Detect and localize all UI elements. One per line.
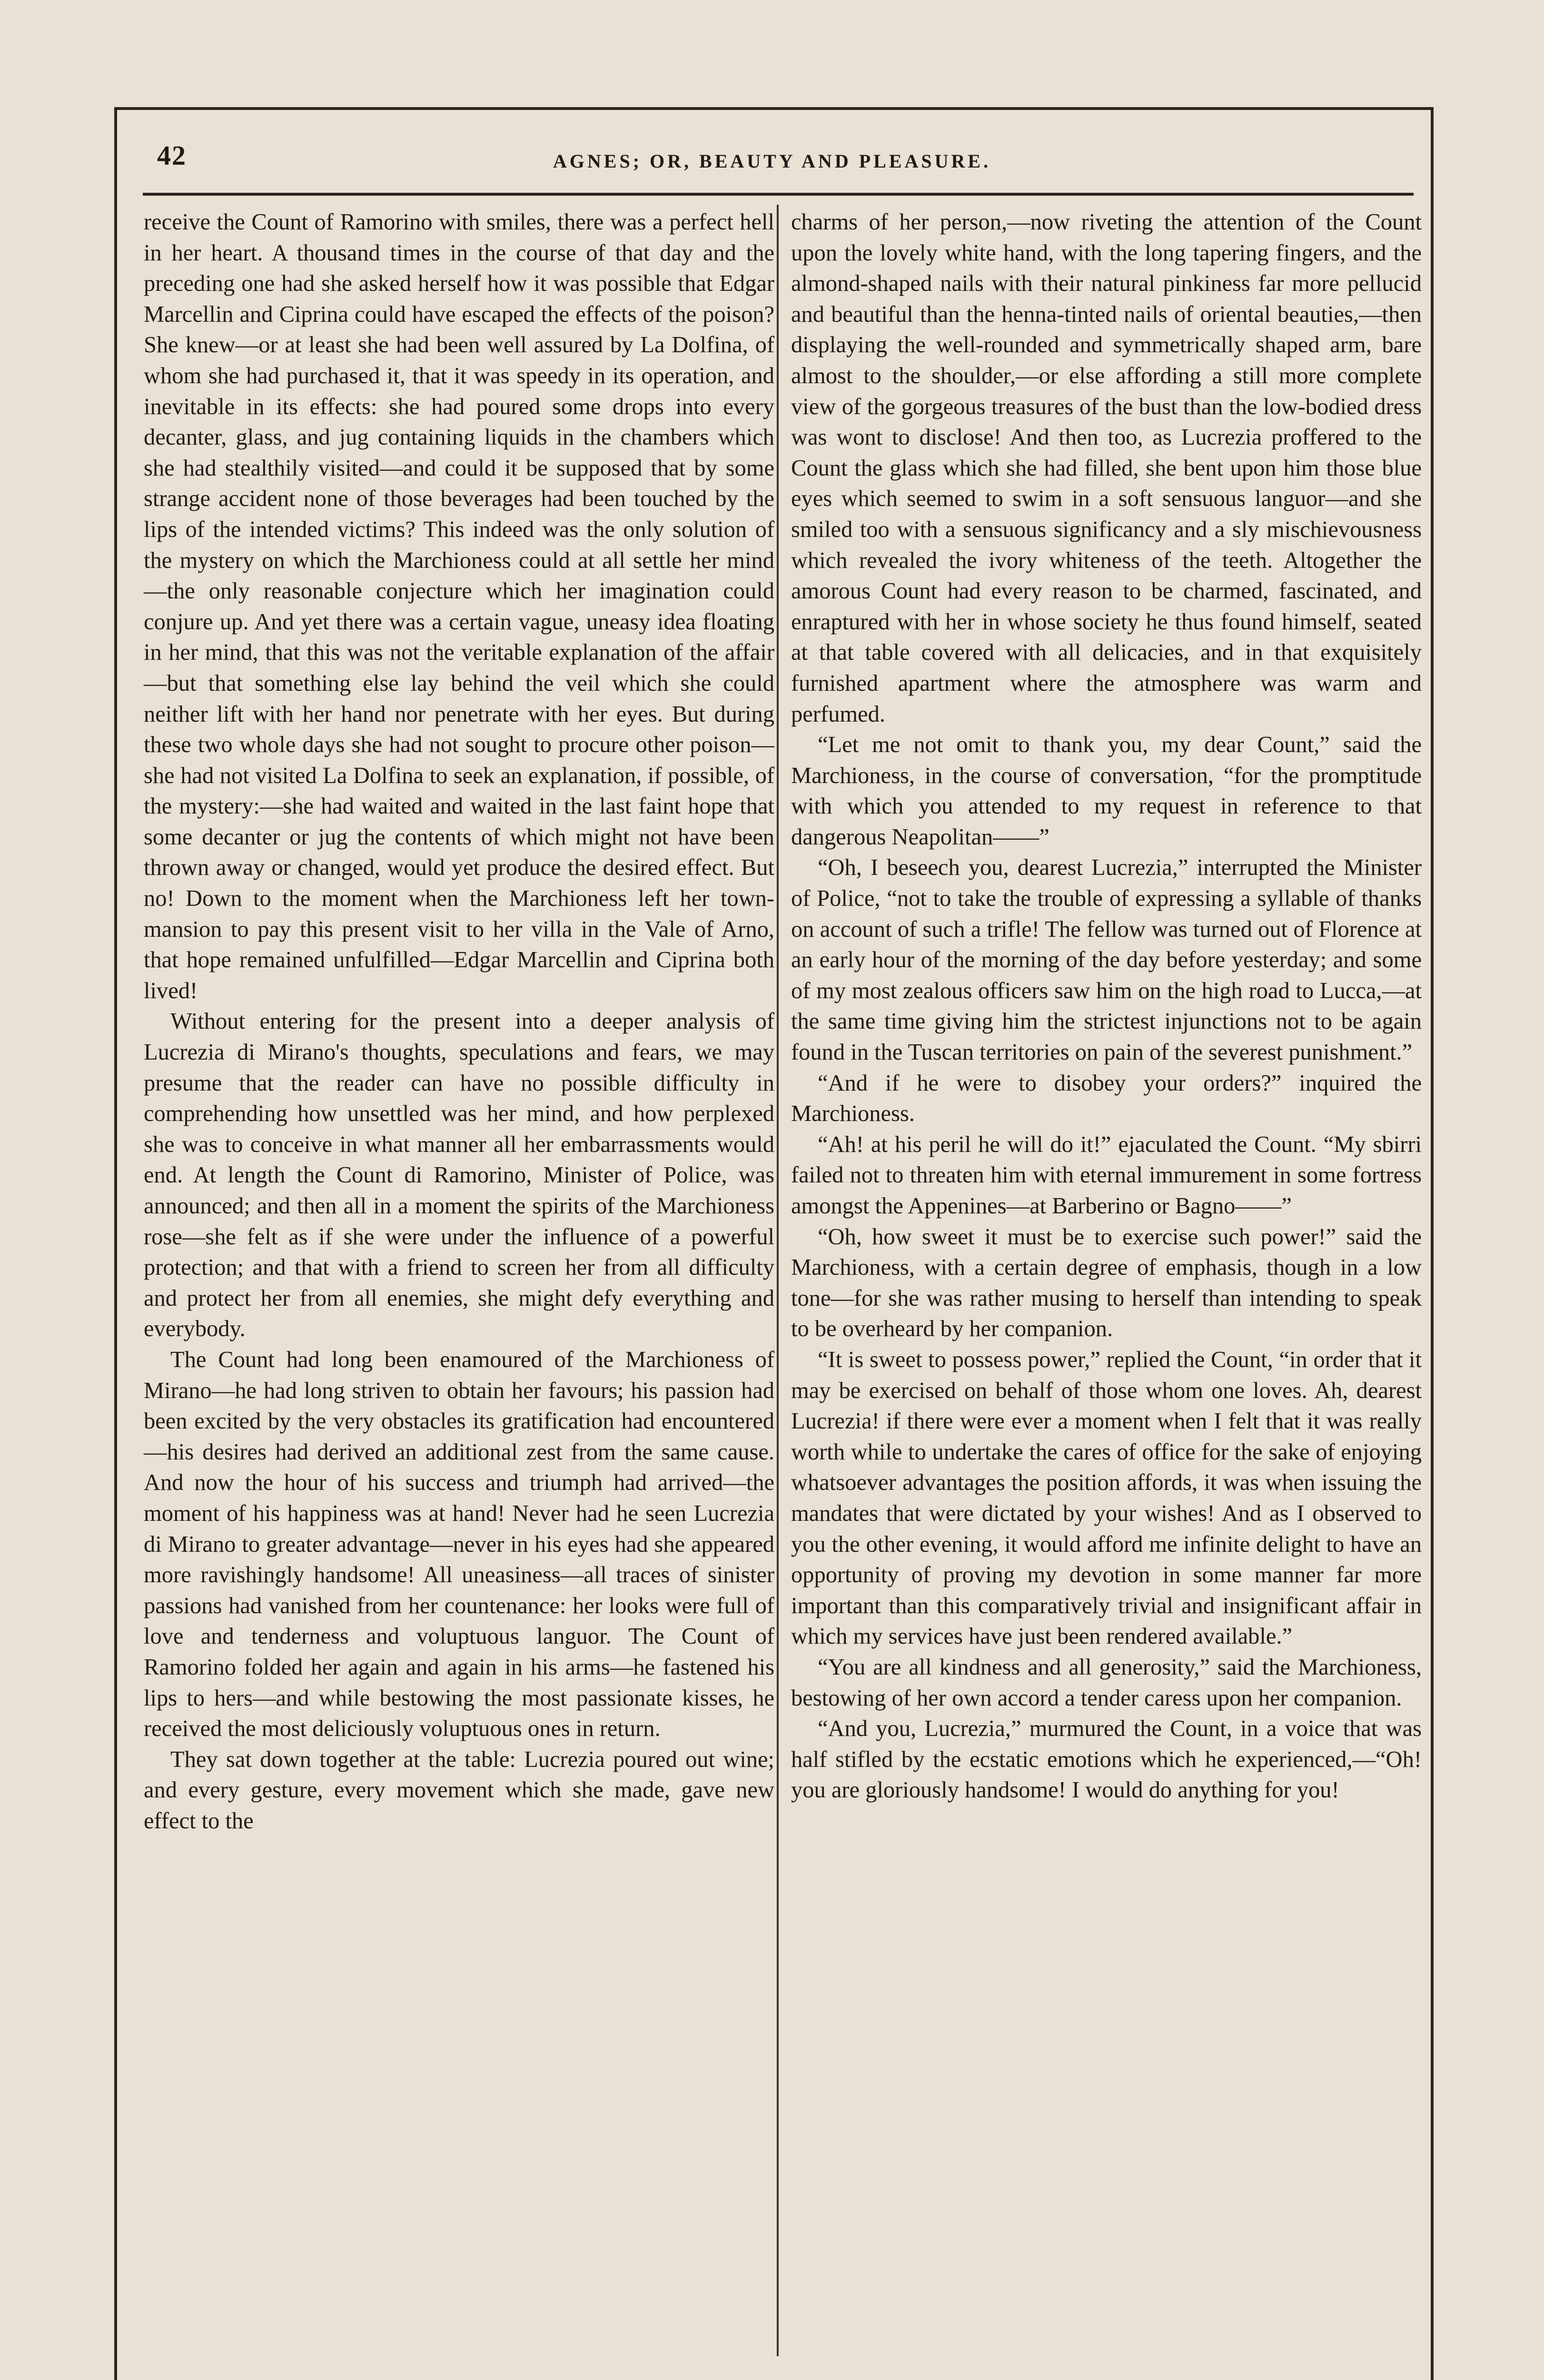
paragraph: “And you, Lucrezia,” murmured the Count, in a voice that was half stifled by the ecstatic emotions which he experienced,—“Oh! you are gloriously handsome! I would do anything for you! — [791, 1716, 1422, 1803]
paragraph: “Ah! at his peril he will do it!” ejaculated the Count. “My sbirri failed not to threaten him with eternal immurement in some fortress amongst the Appenines—at Barberino or Bagno——” — [791, 1131, 1422, 1219]
paragraph: “Oh, how sweet it must be to exercise such power!” said the Marchioness, with a certain degree of emphasis, though in a low tone—for she was rather musing to herself than intending to speak to be overheard by her companion. — [791, 1224, 1422, 1342]
paragraph: charms of her person,—now riveting the attention of the Count upon the lovely white hand, with the long tapering fingers, and the almond-shaped nails with their natural pinkiness far more pellucid and beautiful than the henna-tinted nails of oriental beauties,—then displaying the well-rounded and symmetrically shaped arm, bare almost to the shoulder,—or else affording a still more complete view of the gorgeous treasures of the bust than the low-bodied dress was wont to disclose! And then too, as Lucrezia proffered to the Count the glass which she had filled, she bent upon him those blue eyes which seemed to swim in a soft sensuous languor—and she smiled too with a sensuous significancy and a sly mischievousness which revealed the ivory whiteness of the teeth. Altogether the amorous Count had every reason to be charmed, fascinated, and enraptured with her in whose society he thus found himself, seated at that table covered with all delicacies, and in that exquisitely furnished apartment where the atmosphere was warm and perfumed. — [791, 209, 1422, 727]
page-number: 42 — [157, 140, 187, 171]
paragraph: Without entering for the present into a deeper analysis of Lucrezia di Mirano's thoughts, speculations and fears, we may presume that the reader can have no possible difficulty in comprehending how unsettled was her mind, and how perplexed she was to conceive in what manner all her embarrassments would end. At length the Count di Ramorino, Minister of Police, was announced; and then all in a moment the spirits of the Marchioness rose—she felt as if she were under the influence of a powerful protection; and that with a friend to screen her from all difficulty and protect her from all enemies, she might defy everything and everybody. — [144, 1009, 774, 1342]
right-column — [791, 207, 1422, 1806]
paragraph: receive the Count of Ramorino with smiles, there was a perfect hell in her heart. A thousand times in the course of that day and the preceding one had she asked herself how it was possible that Edgar Marcellin and Ciprina could have escaped the effects of the poison? She knew—or at least she had been well assured by La Dolfina, of whom she had purchased it, that it was speedy in its operation, and inevitable in its effects: she had poured some drops into every decanter, glass, and jug containing liquids in the chambers which she had stealthily visited—and could it be supposed that by some strange accident none of those beverages had been touched by the lips of the intended victims? This indeed was the only solution of the mystery on which the Marchioness could at all settle her mind—the only reasonable conjecture which her imagination could conjure up. And yet there was a certain vague, uneasy idea floating in her mind, that this was not the veritable explanation of the affair—but that something else lay behind the veil which she could neither lift with her hand nor penetrate with her eyes. But during these two whole days she had not sought to procure other poison—she had not visited La Dolfina to seek an explanation, if possible, of the mystery:—she had waited and waited in the last faint hope that some decanter or jug the contents of which might not have been thrown away or changed, would yet produce the desired effect. But no! Down to the moment when the Marchioness left her town-mansion to pay this present visit to her villa in the Vale of Arno, that hope remained unfulfilled—Edgar Marcellin and Ciprina both lived! — [144, 209, 774, 1003]
paragraph: “It is sweet to possess power,” replied the Count, “in order that it may be exercised on behalf of those whom one loves. Ah, dearest Lucrezia! if there were ever a moment when I felt that it was really worth while to undertake the cares of office for the sake of enjoying whatsoever advantages the position affords, it was when issuing the mandates that were dictated by your wishes! And as I observed to you the other evening, it would afford me infinite delight to have an opportunity of proving my devotion in some manner far more important than this comparatively trivial and insignificant affair in which my services have just been rendered available.” — [791, 1347, 1422, 1649]
left-column — [144, 207, 774, 1836]
paragraph: The Count had long been enamoured of the Marchioness of Mirano—he had long striven to obtain her favours; his passion had been excited by the very obstacles its gratification had encountered—his desires had derived an additional zest from the same cause. And now the hour of his success and triumph had arrived—the moment of his happiness was at hand! Never had he seen Lucrezia di Mirano to greater advantage—never in his eyes had she appeared more ravishingly handsome! All uneasiness—all traces of sinister passions had vanished from her countenance: her looks were full of love and tenderness and voluptuous languor. The Count of Ramorino folded her again and again in his arms—he fastened his lips to hers—and while bestowing the most passionate kisses, he received the most deliciously voluptuous ones in return. — [144, 1347, 774, 1742]
paragraph: “Let me not omit to thank you, my dear Count,” said the Marchioness, in the course of conversation, “for the promptitude with which you attended to my request in reference to that dangerous Neapolitan——” — [791, 732, 1422, 850]
paragraph: “And if he were to disobey your orders?” inquired the Marchioness. — [791, 1070, 1422, 1127]
column-divider — [777, 205, 779, 2356]
running-title: AGNES; OR, BEAUTY AND PLEASURE. — [553, 150, 991, 172]
paragraph: They sat down together at the table: Lucrezia poured out wine; and every gesture, every movement which she made, gave new effect to the — [144, 1746, 774, 1834]
paragraph: “You are all kindness and all generosity,” said the Marchioness, bestowing of her own accord a tender caress upon her companion. — [791, 1654, 1422, 1711]
paragraph: “Oh, I beseech you, dearest Lucrezia,” interrupted the Minister of Police, “not to take the trouble of expressing a syllable of thanks on account of such a trifle! The fellow was turned out of Florence at an early hour of the morning of the day before yesterday; and some of my most zealous officers saw him on the high road to Lucca,—at the same time giving him the strictest injunctions not to be again found in the Tuscan territories on pain of the severest punishment.” — [791, 855, 1422, 1065]
header-rule — [143, 193, 1414, 196]
